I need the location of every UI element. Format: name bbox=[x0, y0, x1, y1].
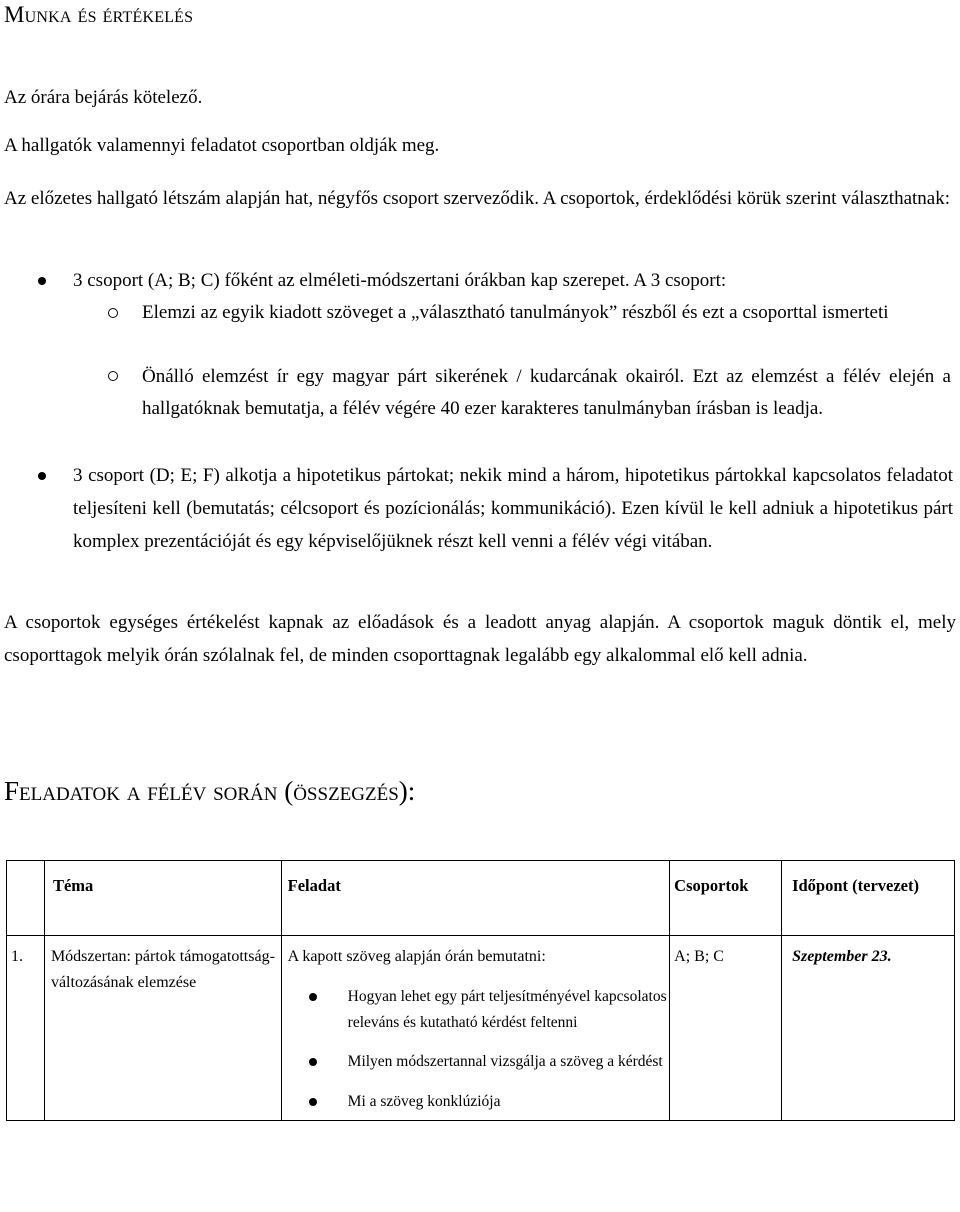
bullet-groups-abc: 3 csoport (A; B; C) főként az elméleti-módszertani órákban kap szerepet. A 3 csoport: bbox=[73, 270, 727, 291]
paragraph-attendance: Az órára bejárás kötelező. bbox=[4, 87, 203, 108]
row-idopont: Szeptember 23. bbox=[782, 936, 955, 1121]
paragraph-group-work: A hallgatók valamennyi feladatot csoportban oldják meg. bbox=[4, 135, 440, 156]
sub-bullet-own-analysis: Önálló elemzést ír egy magyar párt sikerének / kudarcának okairól. Ezt az elemzést a félév elején a hallgatóknak bemutatja, a félév végére 40 ezer karakteres tanulmányban írásban is leadja. bbox=[142, 366, 951, 419]
row-csoportok: A; B; C bbox=[670, 936, 782, 1121]
sub-bullet-ring bbox=[108, 308, 118, 318]
header-num bbox=[7, 861, 45, 936]
table-row bbox=[7, 936, 955, 1121]
section-heading-work-evaluation: Munka és értékelés bbox=[4, 2, 194, 27]
bullet-groups-def: 3 csoport (D; E; F) alkotja a hipotetikus pártokat; nekik mind a három, hipotetikus pártokkal kapcsolatos feladatot teljesíteni kell (bemutatás; célcsoport és pozícionálás; kommunikáció). Ezen kívül le kell adniuk a hipotetikus párt komplex prezentációját és egy képviselőjüknek részt kell venni a félév végi vitában. bbox=[73, 465, 953, 552]
section-heading-tasks-summary: Feladatok a félév során (összegzés): bbox=[4, 776, 416, 806]
header-tema: Téma bbox=[44, 861, 281, 936]
paragraph-evaluation: A csoportok egységes értékelést kapnak az előadások és a leadott anyag alapján. A csoportok maguk döntik el, mely csoporttagok melyik órán szólalnak fel, de minden csoporttagnak legalább egy alkalommal elő kell adnia. bbox=[4, 612, 956, 666]
tasks-table bbox=[6, 860, 955, 1121]
header-idopont: Időpont (tervezet) bbox=[782, 861, 955, 936]
list-item: Mi a szöveg konklúziója bbox=[282, 1089, 670, 1115]
header-feladat: Feladat bbox=[281, 861, 670, 936]
sub-bullet-ring bbox=[108, 371, 118, 381]
list-item: Hogyan lehet egy párt teljesítményével kapcsolatos releváns és kutatható kérdést feltenni bbox=[282, 984, 670, 1035]
paragraph-group-formation: Az előzetes hallgató létszám alapján hat, négyfős csoport szerveződik. A csoportok, érdeklődési körük szerint választhatnak: bbox=[4, 188, 950, 209]
row-feladat bbox=[281, 936, 670, 1121]
sub-bullet-analyze-text: Elemzi az egyik kiadott szöveget a „választható tanulmányok” részből és ezt a csoporttal ismerteti bbox=[142, 302, 889, 323]
table-header-row bbox=[7, 861, 955, 936]
bullet-dot bbox=[38, 472, 46, 480]
bullet-dot bbox=[38, 277, 46, 285]
row-number: 1. bbox=[7, 936, 45, 1121]
feladat-list bbox=[282, 984, 670, 1120]
row-tema: Módszertan: pártok támogatottság-változásának elemzése bbox=[44, 936, 281, 1121]
header-csoportok: Csoportok bbox=[670, 861, 782, 936]
feladat-intro: A kapott szöveg alapján órán bemutatni: bbox=[287, 948, 546, 965]
list-item: Milyen módszertannal vizsgálja a szöveg a kérdést bbox=[282, 1049, 670, 1075]
